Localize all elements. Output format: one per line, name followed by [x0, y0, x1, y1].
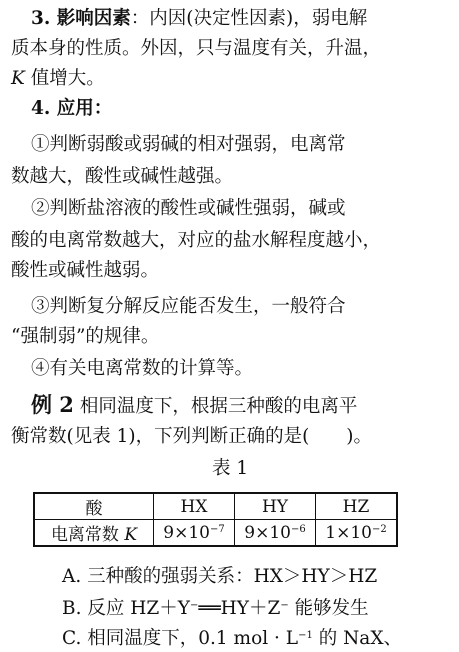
example-text: 相同温度下，根据三种酸的电离平: [73, 396, 358, 417]
row-label: 电离常数: [50, 525, 119, 545]
application-heading: 4. 应用：: [31, 98, 113, 119]
factors-line-3: [11, 68, 459, 90]
header-cell: HX: [154, 493, 235, 520]
item-1-line-1: ①判断弱酸或弱碱的相对强弱，电离常: [31, 134, 346, 155]
row-label-k: K: [124, 525, 138, 545]
k-symbol: K: [11, 68, 25, 89]
header-cell: HZ: [316, 493, 398, 520]
table-caption: 表 1: [212, 458, 249, 479]
option-a: A. 三种酸的强弱关系：HX＞HY＞HZ: [62, 566, 378, 587]
header-cell: HY: [235, 493, 316, 520]
example-line-2: 衡常数(见表 1)，下列判断正确的是( )。: [11, 426, 373, 447]
ionization-constant-table: [33, 492, 398, 547]
option-b-post: 能够发生: [288, 598, 369, 619]
option-b: [62, 598, 459, 620]
example-label: 例 2: [31, 392, 74, 417]
option-b-sup-2: −: [280, 600, 289, 611]
option-c-post: 的 NaX、: [312, 628, 402, 649]
option-b-pre: B. 反应 HZ＋Y: [62, 598, 190, 619]
item-3-line-1: ③判断复分解反应能否发生，一般符合: [31, 296, 346, 317]
item-2-line-1: ②判断盐溶液的酸性或碱性强弱，碱或: [31, 198, 346, 219]
option-c: [62, 628, 459, 650]
item-4: ④有关电离常数的计算等。: [31, 358, 254, 379]
option-c-sup: −1: [298, 630, 313, 641]
value-cell: [154, 520, 235, 547]
option-c-pre: C. 相同温度下，0.1 mol · L: [62, 628, 299, 649]
value-base: 9×10: [163, 522, 210, 543]
factors-line-2: 质本身的性质。外因，只与温度有关，升温，: [11, 38, 382, 59]
value-exponent: −7: [209, 523, 225, 535]
factors-heading: 影响因素: [50, 8, 131, 29]
value-exponent: −6: [290, 523, 306, 535]
value-cell: [316, 520, 398, 547]
table-value-row: [34, 520, 397, 547]
option-b-sup-1: −: [189, 600, 199, 611]
example-line-1: [31, 394, 459, 416]
header-cell: 酸: [34, 493, 154, 520]
item-1-line-2: 数越大，酸性或碱性越强。: [11, 166, 234, 187]
factors-line-3-text: 值增大。: [24, 68, 105, 89]
factors-line-1: [31, 8, 459, 30]
option-b-mid: ══HY＋Z: [198, 598, 281, 619]
value-base: 1×10: [325, 522, 372, 543]
item-2-line-2: 酸的电离常数越大，对应的盐水解程度越小，: [11, 230, 382, 251]
factors-text: ：内因(决定性因素)，弱电解: [130, 8, 368, 29]
row-label-cell: [34, 520, 154, 547]
value-exponent: −2: [371, 523, 387, 535]
value-base: 9×10: [244, 522, 291, 543]
table-header-row: [34, 493, 397, 520]
value-cell: [235, 520, 316, 547]
item-3-line-2: “强制弱”的规律。: [11, 326, 160, 347]
item-2-line-3: 酸性或碱性越弱。: [11, 260, 160, 281]
factors-number: 3.: [31, 8, 51, 29]
